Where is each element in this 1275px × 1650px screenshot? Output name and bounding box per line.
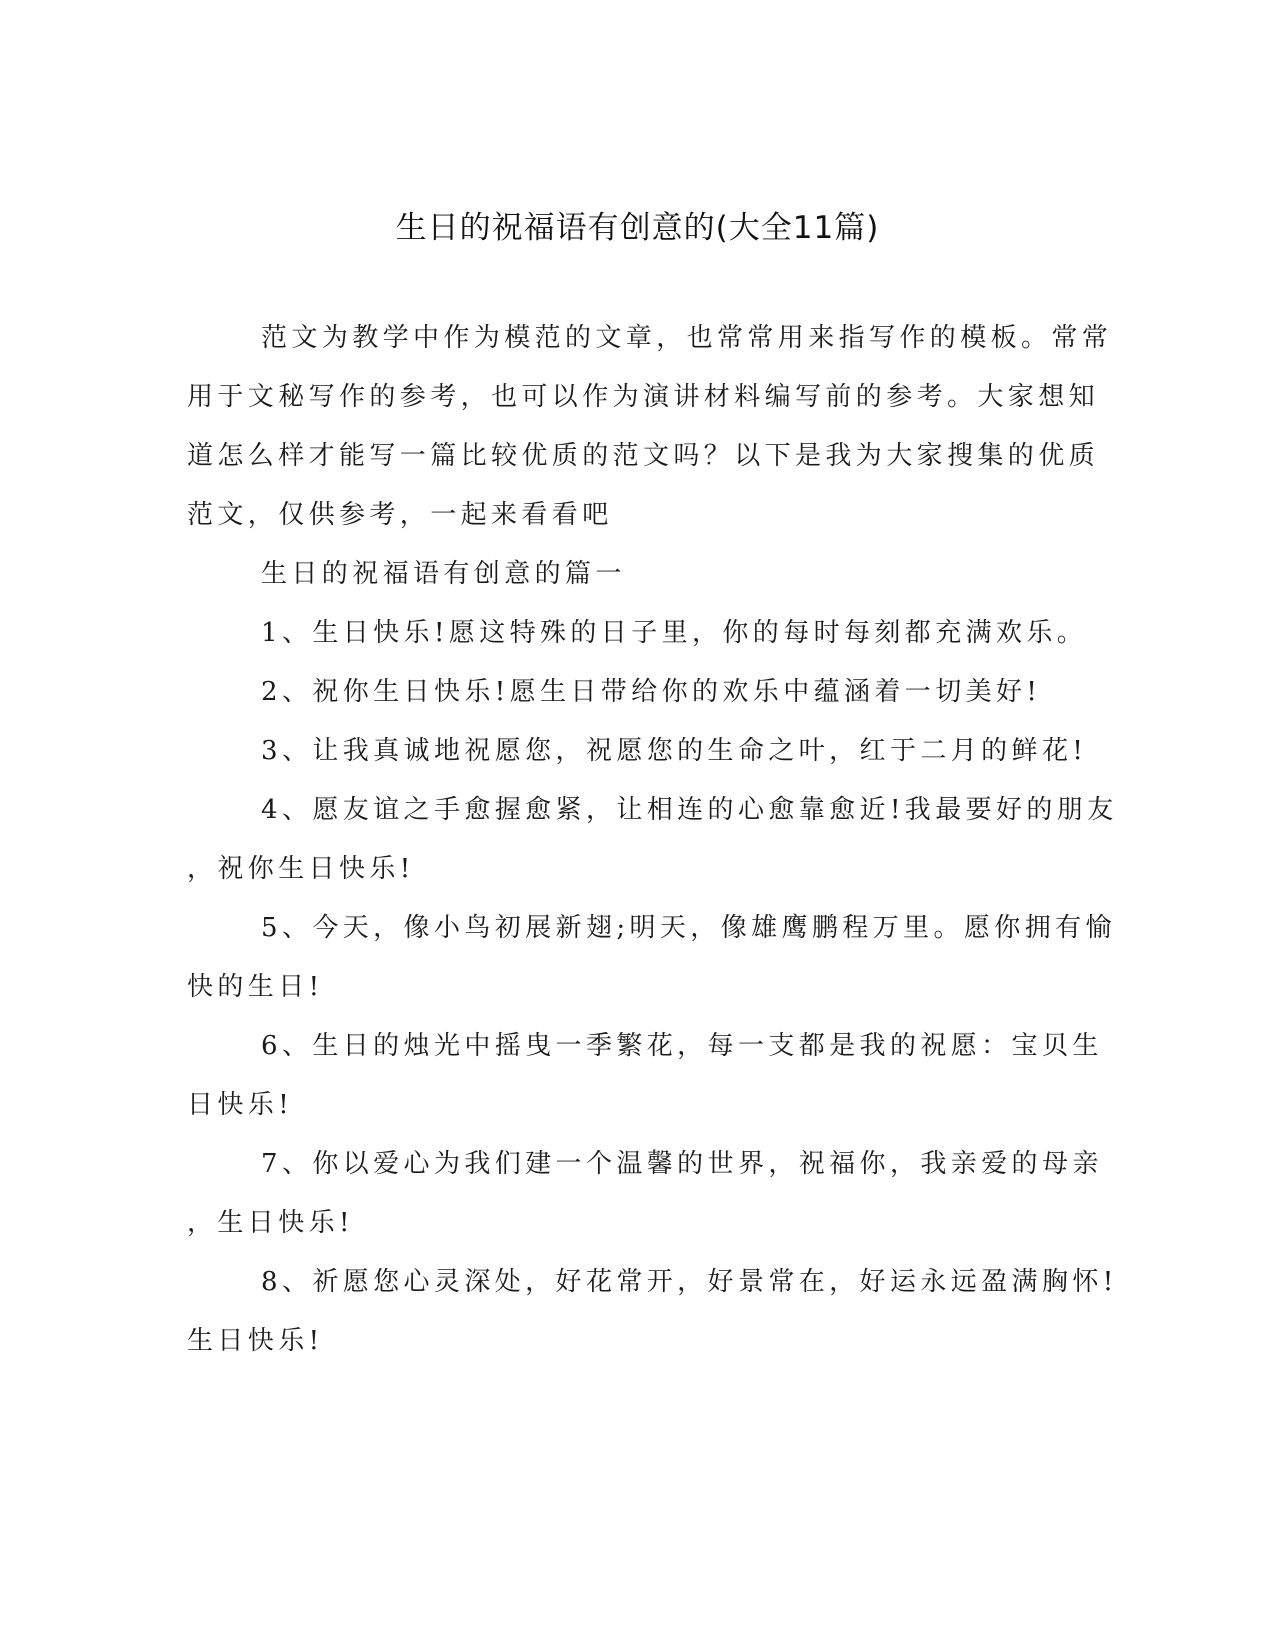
list-item-line: 7、你以爱心为我们建一个温馨的世界，祝福你，我亲爱的母亲	[261, 1149, 1103, 1179]
list-item-line: ，生日快乐!	[187, 1208, 354, 1238]
section-heading: 生日的祝福语有创意的篇一	[261, 559, 626, 589]
list-item-line: 快的生日!	[187, 972, 324, 1002]
list-item-line: 5、今天，像小鸟初展新翅;明天，像雄鹰鹏程万里。愿你拥有愉	[261, 913, 1116, 943]
list-item: 3、让我真诚地祝愿您，祝愿您的生命之叶，红于二月的鲜花!	[261, 736, 1088, 766]
list-item-line: ，祝你生日快乐!	[187, 854, 415, 884]
list-item-line: 4、愿友谊之手愈握愈紧，让相连的心愈靠愈近!我最要好的朋友	[261, 795, 1118, 825]
page-title: 生日的祝福语有创意的(大全11篇)	[395, 210, 880, 246]
intro-line: 用于文秘写作的参考，也可以作为演讲材料编写前的参考。大家想知	[187, 382, 1100, 412]
intro-line: 范文，仅供参考，一起来看看吧	[187, 500, 613, 530]
list-item-line: 日快乐!	[187, 1090, 294, 1120]
list-item: 1、生日快乐!愿这特殊的日子里，你的每时每刻都充满欢乐。	[261, 618, 1088, 648]
list-item-line: 6、生日的烛光中摇曳一季繁花，每一支都是我的祝愿：宝贝生	[261, 1031, 1103, 1061]
list-item-line: 生日快乐!	[187, 1326, 324, 1356]
list-item: 2、祝你生日快乐!愿生日带给你的欢乐中蕴涵着一切美好!	[261, 677, 1042, 707]
list-item-line: 8、祈愿您心灵深处，好花常开，好景常在，好运永远盈满胸怀!	[261, 1267, 1118, 1297]
intro-line: 范文为教学中作为模范的文章，也常常用来指写作的模板。常常	[261, 323, 1113, 353]
intro-line: 道怎么样才能写一篇比较优质的范文吗？以下是我为大家搜集的优质	[187, 441, 1100, 471]
